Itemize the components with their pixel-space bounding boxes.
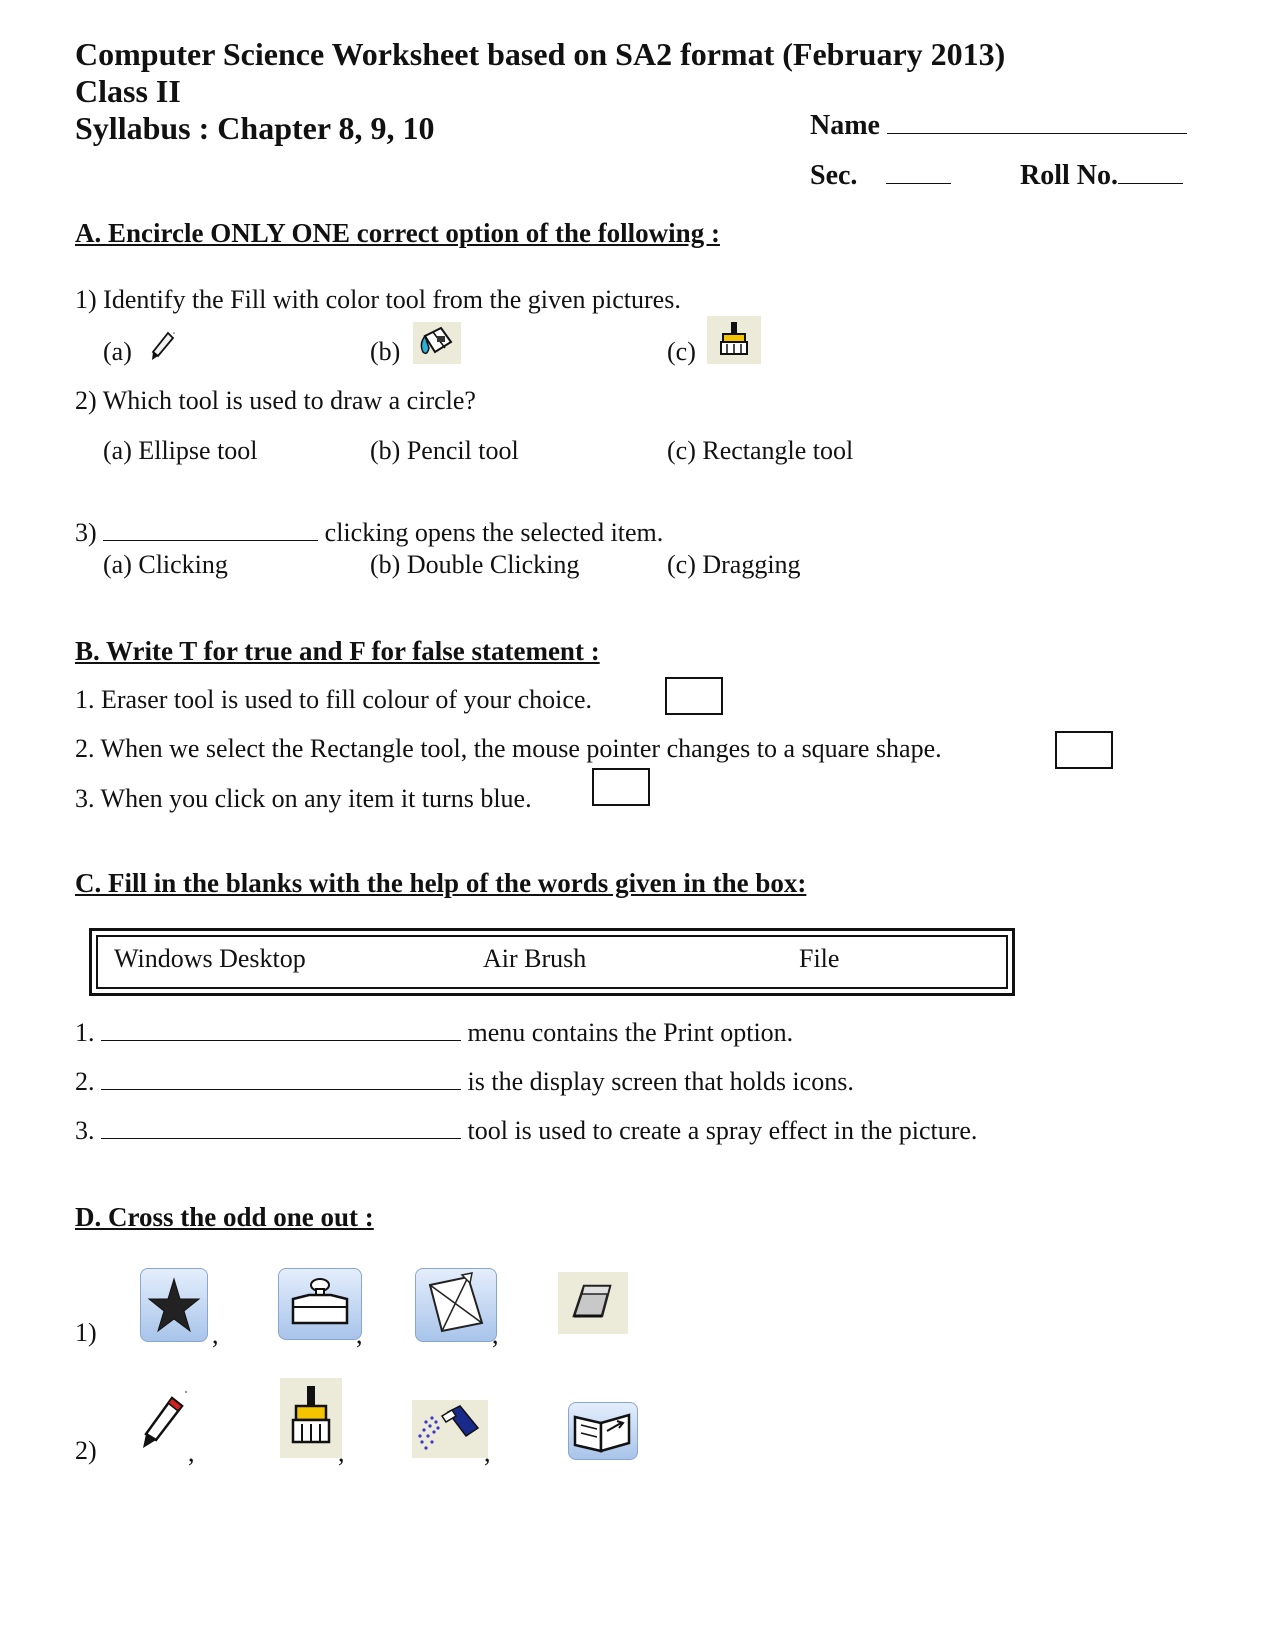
fill-blank-3-text: tool is used to create a spray effect in the picture. xyxy=(467,1116,978,1145)
comma-separator: , xyxy=(492,1320,499,1349)
name-blank[interactable] xyxy=(887,133,1187,134)
q3-option-a[interactable]: (a) Clicking xyxy=(103,550,228,579)
q3-number: 3) xyxy=(75,518,97,547)
q1-option-b-label: (b) xyxy=(370,337,401,366)
paint-brush-icon[interactable] xyxy=(707,316,761,364)
tf-statement-1: 1. Eraser tool is used to fill colour of your choice. xyxy=(75,685,592,714)
q1-option-a-label: (a) xyxy=(103,337,132,366)
q3-line xyxy=(75,518,663,548)
pencil-icon[interactable] xyxy=(138,1388,190,1454)
fill-blank-1 xyxy=(75,1018,793,1048)
roll-field xyxy=(1020,160,1183,192)
pencil-icon[interactable] xyxy=(148,330,178,364)
section-b-title: B. Write T for true and F for false statement : xyxy=(75,636,600,666)
comma-separator: , xyxy=(188,1438,195,1467)
q1-option-c-label: (c) xyxy=(667,337,696,366)
eraser-icon[interactable] xyxy=(558,1272,628,1334)
q2-text: 2) Which tool is used to draw a circle? xyxy=(75,386,476,415)
sec-blank[interactable] xyxy=(886,183,951,184)
word-box xyxy=(89,928,1015,996)
word-file: File xyxy=(799,944,840,973)
fill-blank-2-text: is the display screen that holds icons. xyxy=(467,1067,854,1096)
word-air-brush: Air Brush xyxy=(483,944,587,973)
tf-answer-box-3[interactable] xyxy=(592,768,650,806)
section-c-title: C. Fill in the blanks with the help of the words given in the box: xyxy=(75,868,807,898)
worksheet-title: Computer Science Worksheet based on SA2 format (February 2013) xyxy=(75,36,1006,72)
fill-blank-3 xyxy=(75,1116,977,1146)
comma-separator: , xyxy=(338,1438,345,1467)
tf-statement-2: 2. When we select the Rectangle tool, the mouse pointer changes to a square shape. xyxy=(75,734,942,763)
name-field xyxy=(810,110,1187,142)
odd-row-2-number: 2) xyxy=(75,1436,97,1465)
name-label: Name xyxy=(810,110,880,141)
q3-text: clicking opens the selected item. xyxy=(324,518,664,547)
comma-separator: , xyxy=(356,1320,363,1349)
fill-blank-3-line[interactable] xyxy=(101,1138,461,1139)
star-shape-icon[interactable] xyxy=(140,1268,208,1342)
q2-option-c[interactable]: (c) Rectangle tool xyxy=(667,436,854,465)
airbrush-icon[interactable] xyxy=(412,1400,488,1458)
section-field xyxy=(810,160,951,192)
fill-blank-2 xyxy=(75,1067,854,1097)
comma-separator: , xyxy=(484,1438,491,1467)
fill-blank-1-number: 1. xyxy=(75,1018,95,1047)
paint-brush-icon[interactable] xyxy=(280,1378,342,1458)
syllabus-label: Syllabus : Chapter 8, 9, 10 xyxy=(75,110,435,146)
fill-blank-2-line[interactable] xyxy=(101,1089,461,1090)
comma-separator: , xyxy=(212,1320,219,1349)
fill-blank-1-text: menu contains the Print option. xyxy=(467,1018,794,1047)
roll-blank[interactable] xyxy=(1118,183,1183,184)
paint-bucket-icon[interactable] xyxy=(413,322,461,364)
tf-answer-box-1[interactable] xyxy=(665,677,723,715)
roll-label: Roll No. xyxy=(1020,160,1118,191)
q3-option-c[interactable]: (c) Dragging xyxy=(667,550,801,579)
class-label: Class II xyxy=(75,73,181,109)
envelope-icon[interactable] xyxy=(415,1268,497,1342)
tf-statement-3: 3. When you click on any item it turns blue. xyxy=(75,784,532,813)
q1-text: 1) Identify the Fill with color tool from the given pictures. xyxy=(75,285,681,314)
q2-option-a[interactable]: (a) Ellipse tool xyxy=(103,436,258,465)
q2-option-b[interactable]: (b) Pencil tool xyxy=(370,436,519,465)
q3-option-b[interactable]: (b) Double Clicking xyxy=(370,550,580,579)
fill-blank-2-number: 2. xyxy=(75,1067,95,1096)
q3-blank[interactable] xyxy=(103,540,318,541)
word-windows-desktop: Windows Desktop xyxy=(114,944,306,973)
fill-blank-3-number: 3. xyxy=(75,1116,95,1145)
odd-row-1-number: 1) xyxy=(75,1318,97,1347)
fill-blank-1-line[interactable] xyxy=(101,1040,461,1041)
open-book-icon[interactable] xyxy=(568,1402,638,1460)
section-a-title: A. Encircle ONLY ONE correct option of the following : xyxy=(75,218,720,248)
tf-answer-box-2[interactable] xyxy=(1055,731,1113,769)
sec-label: Sec. xyxy=(810,160,858,191)
fill-tool-icon[interactable] xyxy=(278,1268,362,1340)
section-d-title: D. Cross the odd one out : xyxy=(75,1202,374,1232)
